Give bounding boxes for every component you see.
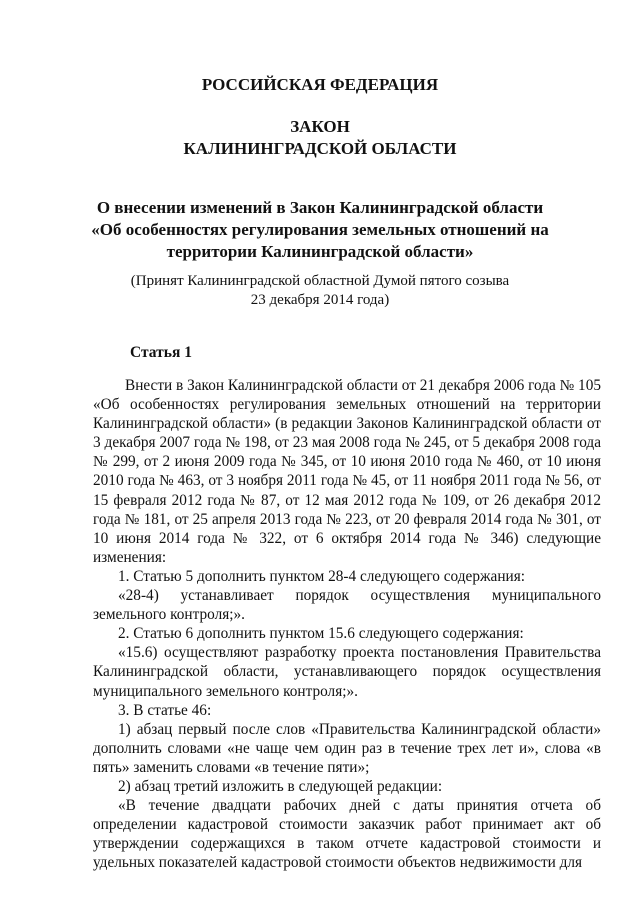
item-1: 1. Статью 5 дополнить пунктом 28-4 следующего содержания: [118, 567, 526, 585]
item-2-quote: «15.6) осуществляют разработку проекта постановления Правительства Калининградской области, устанавливающего порядок осуществления муниципального земельного контроля;». [93, 644, 601, 700]
heading-law [0, 116, 640, 160]
federation-title: РОССИЙСКАЯ ФЕДЕРАЦИЯ [201, 75, 439, 94]
item-3-sub-1: 1) абзац первый после слов «Правительства Калининградской области» дополнить словами «не чаще чем один раз в течение трех лет и», слова «в пять» заменить словами «в течение пяти»; [93, 720, 601, 776]
law-title-line3: территории Калининградской области» [166, 242, 474, 261]
adoption-note-line2: 23 декабря 2014 года) [250, 292, 390, 308]
article-body [93, 376, 601, 872]
article-intro: Внести в Закон Калининградской области от 21 декабря 2006 года № 105 «Об особенностях регулирования земельных отношений на территории Калининградской области» (в редакции Законов Калининградской области от 3 декабря 2007 года № 198, от 23 мая 2008 года № 245, от 5 декабря 2008 года № 299, от 2 июня 2009 года № 345, от 10 июня 2010 года № 460, от 10 июня 2010 года № 463, от 3 ноября 2011 года № 45, от 11 ноября 2011 года № 56, от 15 февраля 2012 года № 87, от 12 мая 2012 года № 109, от 26 декабря 2012 года № 181, от 25 апреля 2013 года № 223, от 20 февраля 2014 года № 301, от 10 июня 2014 года № 322, от 6 октября 2014 года № 346) следующие изменения: [93, 377, 601, 566]
law-title [0, 197, 640, 263]
item-3-sub-2: 2) абзац третий изложить в следующей редакции: [118, 777, 443, 795]
adoption-note [0, 272, 640, 310]
item-3-quote: «В течение двадцати рабочих дней с даты принятия отчета об определении кадастровой стоимости заказчик работ принимает акт об утверждении содержащихся в таком отчете кадастровой стоимости и удельных показателей кадастровой стоимости объектов недвижимости для [93, 797, 601, 872]
item-1-quote: «28-4) устанавливает порядок осуществления муниципального земельного контроля;». [93, 587, 601, 624]
law-title-line2: «Об особенностях регулирования земельных отношений на [91, 220, 549, 239]
law-title-line1: О внесении изменений в Закон Калининградской области [96, 198, 544, 217]
region-name: КАЛИНИНГРАДСКОЙ ОБЛАСТИ [183, 139, 457, 158]
law-word: ЗАКОН [290, 117, 350, 136]
adoption-note-line1: (Принят Калининградской областной Думой пятого созыва [130, 273, 510, 289]
item-3: 3. В статье 46: [118, 701, 212, 719]
article-label: Статья 1 [130, 344, 192, 361]
item-2: 2. Статью 6 дополнить пунктом 15.6 следующего содержания: [118, 625, 524, 643]
heading-federation [0, 74, 640, 96]
